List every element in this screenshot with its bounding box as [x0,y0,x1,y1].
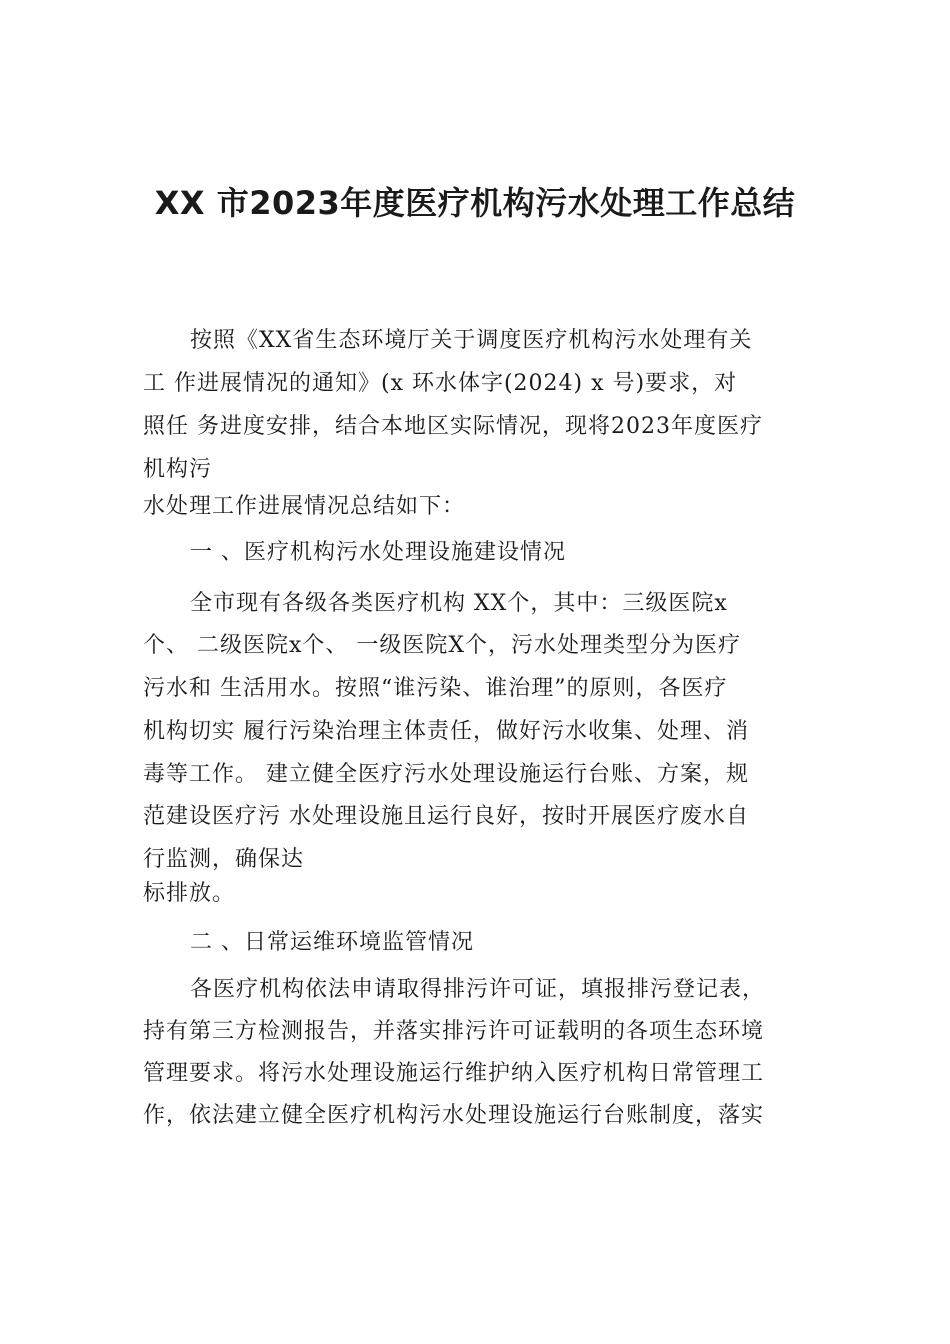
section1-line-5: 毒等工作。 建立健全医疗污水处理设施运行台账、方案，规 [143,762,749,787]
intro-line-2: 工 作进展情况的通知》(x 环水体字(2024) x 号)要求，对 [143,371,738,396]
section2-heading: 二 、日常运维环境监管情况 [190,930,474,955]
intro-line-1: 按照《XX省生态环境厅关于调度医疗机构污水处理有关 [190,328,753,353]
section1-line-2: 个、 二级医院x个、 一级医院X个，污水处理类型分为医疗 [143,633,742,658]
section2-line-1: 各医疗机构依法申请取得排污许可证，填报排污登记表， [190,977,766,1002]
section1-line-4: 机构切实 履行污染治理主体责任，做好污水收集、处理、消 [143,719,749,744]
intro-line-3: 照任 务进度安排，结合本地区实际情况，现将2023年度医疗 [143,414,763,439]
intro-line-5: 水处理工作进展情况总结如下： [143,494,466,519]
intro-line-4: 机构污 [143,457,213,482]
section2-line-4: 作，依法建立健全医疗机构污水处理设施运行台账制度，落实 [143,1103,765,1128]
section2-line-3: 管理要求。将污水处理设施运行维护纳入医疗机构日常管理工 [143,1061,765,1086]
section1-line-7: 行监测，确保达 [143,847,305,872]
section2-line-2: 持有第三方检测报告，并落实排污许可证载明的各项生态环境 [143,1019,765,1044]
section1-line-6: 范建设医疗污 水处理设施且运行良好，按时开展医疗废水自 [143,804,749,829]
section1-line-3: 污水和 生活用水。按照“谁污染、谁治理”的原则，各医疗 [143,676,728,701]
document-title: XX 市2023年度医疗机构污水处理工作总结 [154,184,796,222]
section1-line-1: 全市现有各级各类医疗机构 XX个，其中：三级医院x [190,591,728,616]
section1-heading: 一 、医疗机构污水处理设施建设情况 [190,540,566,565]
section1-line-8: 标排放。 [143,881,236,906]
